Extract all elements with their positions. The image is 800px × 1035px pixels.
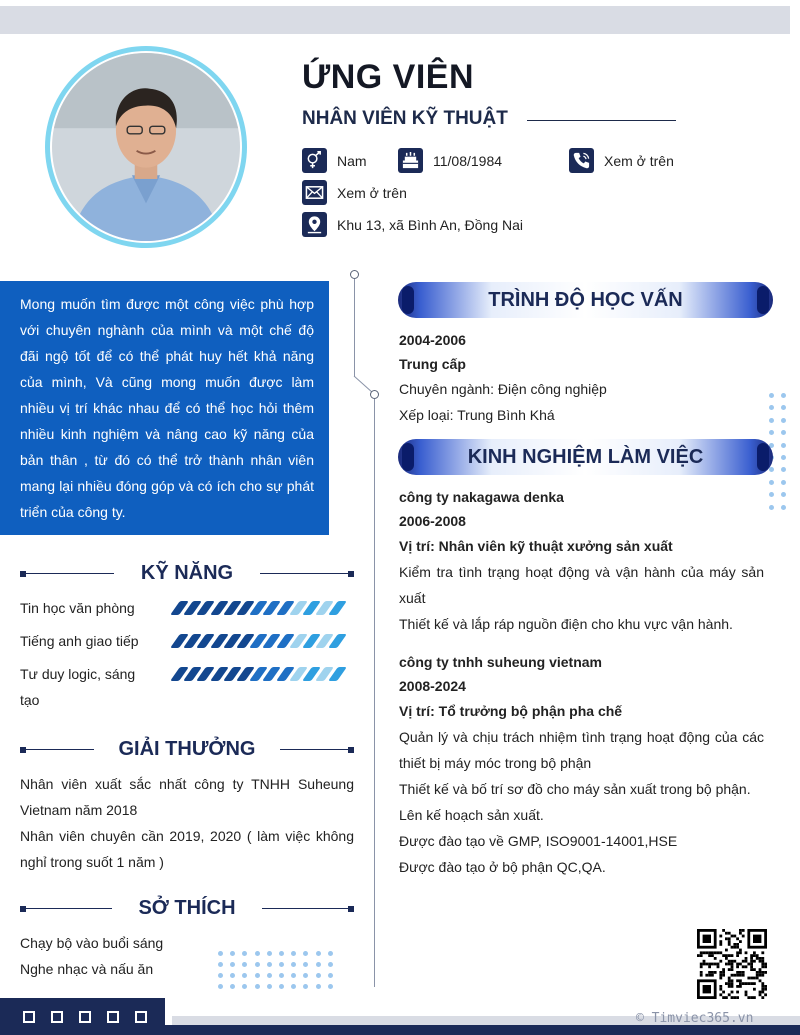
job-duty: Thiết kế và lắp ráp nguồn điện cho khu vực vận hành. bbox=[399, 616, 733, 632]
education-heading-banner: TRÌNH ĐỘ HỌC VẤN bbox=[398, 282, 773, 318]
footer-square bbox=[23, 1011, 35, 1023]
contact-birthday bbox=[398, 148, 502, 173]
hobbies-heading: SỞ THÍCH bbox=[20, 897, 354, 920]
candidate-name: ỨNG VIÊN bbox=[302, 58, 475, 96]
job-period: 2006-2008 bbox=[399, 513, 466, 529]
hobby-item: Chạy bộ vào buổi sáng bbox=[20, 935, 164, 951]
job-company: công ty nakagawa denka bbox=[399, 489, 564, 505]
career-objective: Mong muốn tìm được một công việc phù hợp với chuyên nghành của mình và một chế độ đãi ngộ tốt để có thể phát huy hết khả năng của mình, Và cũng mong muốn được làm nhiều vị trí khác nhau để có thể học hỏi thêm nhiều kinh nghiệm và nâng cao kỹ năng của bản thân , từ đó có thể trở thành nhân viên mang lại nhiều đóng góp và có ích cho sự phát triển của công ty. bbox=[0, 281, 329, 535]
gender-icon bbox=[302, 148, 327, 173]
qr-code bbox=[697, 929, 767, 999]
job-title: NHÂN VIÊN KỸ THUẬT bbox=[302, 108, 508, 129]
job-company: công ty tnhh suheung vietnam bbox=[399, 654, 603, 670]
skill-label: Tin học văn phòng bbox=[20, 600, 135, 616]
skill-label: Tiếng anh giao tiếp bbox=[20, 633, 139, 649]
skill-label: Tư duy logic, sáng tạo bbox=[20, 666, 136, 708]
profile-photo bbox=[52, 53, 240, 241]
skill-level-bar bbox=[175, 667, 346, 681]
phone-value: Xem ở trên bbox=[604, 152, 674, 169]
job-duty: Được đào tạo ở bộ phận QC,QA. bbox=[399, 859, 606, 875]
job-duty: Kiểm tra tình trạng hoạt động và vận hành của máy sản xuất bbox=[399, 564, 764, 606]
awards-heading: GIẢI THƯỞNG bbox=[20, 738, 354, 761]
address-value: Khu 13, xã Bình An, Đồng Nai bbox=[337, 216, 524, 233]
education-grade: Xếp loại: Trung Bình Khá bbox=[399, 407, 555, 423]
top-band bbox=[0, 6, 790, 34]
footer-square bbox=[107, 1011, 119, 1023]
skill-level-bar bbox=[175, 634, 346, 648]
education-major: Chuyên ngành: Điện công nghiệp bbox=[399, 381, 607, 397]
footer-square bbox=[135, 1011, 147, 1023]
experience-heading-banner: KINH NGHIỆM LÀM VIỆC bbox=[398, 439, 773, 475]
award-item: Nhân viên xuất sắc nhất công ty TNHH Suheung Vietnam năm 2018 bbox=[20, 776, 354, 818]
contact-phone bbox=[569, 148, 674, 173]
timeline-segment-lower bbox=[374, 399, 375, 987]
job-duty: Lên kế hoạch sản xuất. bbox=[399, 807, 544, 823]
contact-email bbox=[302, 180, 407, 205]
title-divider bbox=[527, 120, 676, 121]
education-level: Trung cấp bbox=[399, 356, 466, 372]
job-position: Vị trí: Nhân viên kỹ thuật xưởng sản xuất bbox=[399, 538, 673, 554]
contact-address bbox=[302, 212, 523, 237]
avatar bbox=[45, 46, 247, 248]
envelope-icon bbox=[302, 180, 327, 205]
footer-square bbox=[79, 1011, 91, 1023]
email-value: Xem ở trên bbox=[337, 184, 407, 201]
footer-square bbox=[51, 1011, 63, 1023]
timeline-dot-mid bbox=[370, 390, 379, 399]
contact-gender bbox=[302, 148, 367, 173]
job-duty: Quản lý và chịu trách nhiệm tình trạng hoạt động của các thiết bị máy móc trong bộ phận bbox=[399, 729, 764, 771]
hobby-item: Nghe nhạc và nấu ăn bbox=[20, 961, 154, 977]
job-duty: Thiết kế và bố trí sơ đồ cho máy sản xuất trong bộ phận. bbox=[399, 781, 751, 797]
phone-icon bbox=[569, 148, 594, 173]
timeline-dot-top bbox=[350, 270, 359, 279]
gender-value: Nam bbox=[337, 152, 367, 169]
cake-icon bbox=[398, 148, 423, 173]
birthday-value: 11/08/1984 bbox=[433, 152, 503, 169]
timeline-segment-upper bbox=[354, 279, 355, 377]
decorative-dots bbox=[218, 951, 338, 991]
footer-credit: © Timviec365.vn bbox=[636, 1011, 754, 1026]
job-period: 2008-2024 bbox=[399, 678, 466, 694]
job-duty: Được đào tạo về GMP, ISO9001-14001,HSE bbox=[399, 833, 678, 849]
job-position: Vị trí: Tổ trưởng bộ phận pha chế bbox=[399, 703, 623, 719]
education-period: 2004-2006 bbox=[399, 332, 466, 348]
award-item: Nhân viên chuyên cần 2019, 2020 ( làm việc không nghỉ trong suốt 1 năm ) bbox=[20, 828, 354, 870]
skill-level-bar bbox=[175, 601, 346, 615]
map-pin-icon bbox=[302, 212, 327, 237]
skills-heading: KỸ NĂNG bbox=[20, 562, 354, 585]
